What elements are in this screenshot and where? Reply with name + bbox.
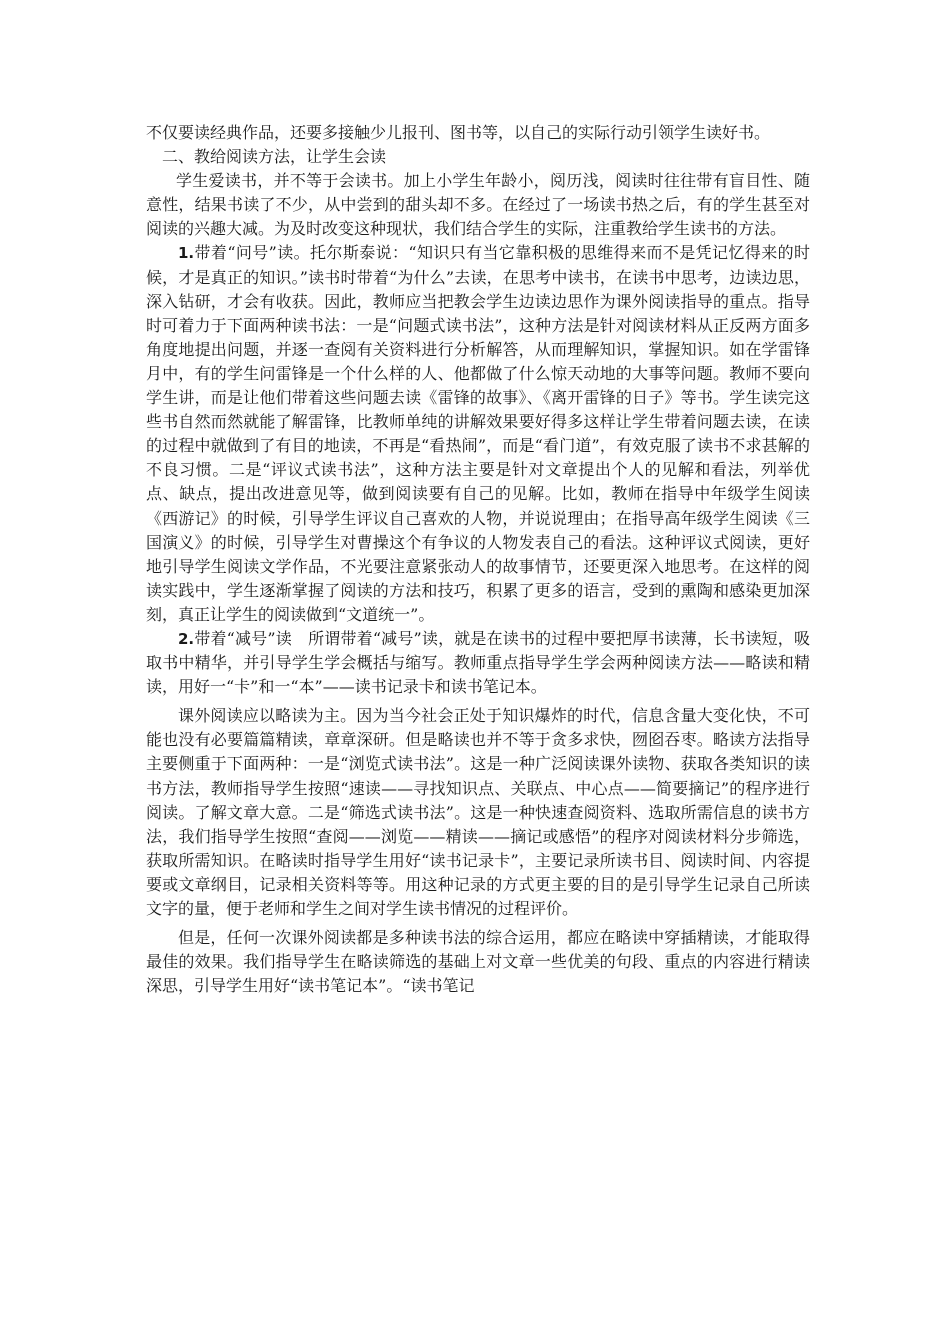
paragraph-question-reading: [146, 241, 810, 627]
section-heading: 二、教给阅读方法，让学生会读: [162, 147, 387, 167]
item-number: 2.: [178, 629, 195, 648]
paragraph-minus-reading: [146, 627, 810, 699]
paragraph-text: 带着“减号”读 所谓带着“减号”读，就是在读书的过程中要把厚书读薄，长书读短，吸取书中精华，并引导学生学会概括与缩写。教师重点指导学生学会两种阅读方法——略读和精读，用好一“卡”和一“本”——读书记录卡和读书笔记本。: [146, 628, 810, 697]
document-page: [146, 121, 810, 998]
paragraph-text: 带着“问号”读。托尔斯泰说：“知识只有当它靠积极的思维得来而不是凭记忆得来的时候，才是真正的知识。”读书时带着“为什么”去读，在思考中读书，在读书中思考，边读边思，深入钻研，才会有收获。因此，教师应当把教会学生边读边思作为课外阅读指导的重点。指导时可着力于下面两种读书法：一是“问题式读书法”，这种方法是针对阅读材料从正反两方面多角度地提出问题，并逐一查阅有关资料进行分析解答，从而理解知识，掌握知识。如在学雷锋月中，有的学生问雷锋是一个什么样的人、他都做了什么惊天动地的大事等问题。教师不要向学生讲，而是让他们带着这些问题去读《雷锋的故事》、《离开雷锋的日子》等书。学生读完这些书自然而然就能了解雷锋，比教师单纯的讲解效果要好得多这样让学生带着问题去读，在读的过程中就做到了有目的地读，不再是“看热闹”，而是“看门道”，有效克服了读书不求甚解的不良习惯。二是“评议式读书法”，这种方法主要是针对文章提出个人的见解和看法，列举优点、缺点，提出改进意见等，做到阅读要有自己的见解。比如，教师在指导中年级学生阅读《西游记》的时候，引导学生评议自己喜欢的人物，并说说理由；在指导高年级学生阅读《三国演义》的时候，引导学生对曹操这个有争议的人物发表自己的看法。这种评议式阅读，更好地引导学生阅读文学作品，不光要注意紧张动人的故事情节，还要更深入地思考。在这样的阅读实践中，学生逐渐掌握了阅读的方法和技巧，积累了更多的语言，受到的熏陶和感染更加深刻，真正让学生的阅读做到“文道统一”。: [146, 243, 810, 624]
item-number: 1.: [178, 244, 195, 263]
paragraph-continuation: 不仅要读经典作品，还要多接触少儿报刊、图书等，以自己的实际行动引领学生读好书。: [146, 123, 771, 142]
paragraph-intensive: 但是，任何一次课外阅读都是多种读书法的综合运用，都应在略读中穿插精读，才能取得最佳的效果。我们指导学生在略读筛选的基础上对文章一些优美的句段、重点的内容进行精读深思，引导学生用好“读书笔记本”。“读书笔记: [146, 928, 810, 996]
paragraph-skimming: 课外阅读应以略读为主。因为当今社会正处于知识爆炸的时代，信息含量大变化快，不可能也没有必要篇篇精读，章章深研。但是略读也并不等于贪多求快，囫囵吞枣。略读方法指导主要侧重于下面两种：一是“浏览式读书法”。这是一种广泛阅读课外读物、获取各类知识的读书方法，教师指导学生按照“速读——寻找知识点、关联点、中心点——简要摘记”的程序进行阅读。了解文章大意。二是“筛选式读书法”。这是一种快速查阅资料、选取所需信息的读书方法，我们指导学生按照“查阅——浏览——精读——摘记或感悟”的程序对阅读材料分步筛选，获取所需知识。在略读时指导学生用好“读书记录卡”，主要记录所读书目、阅读时间、内容提要或文章纲目，记录相关资料等等。用这种记录的方式更主要的目的是引导学生记录自己所读文字的量，便于老师和学生之间对学生读书情况的过程评价。: [146, 706, 810, 918]
paragraph-intro: 学生爱读书，并不等于会读书。加上小学生年龄小，阅历浅，阅读时往往带有盲目性、随意性，结果书读了不少，从中尝到的甜头却不多。在经过了一场读书热之后，有的学生甚至对阅读的兴趣大减。为及时改变这种现状，我们结合学生的实际，注重教给学生读书的方法。: [146, 171, 810, 239]
